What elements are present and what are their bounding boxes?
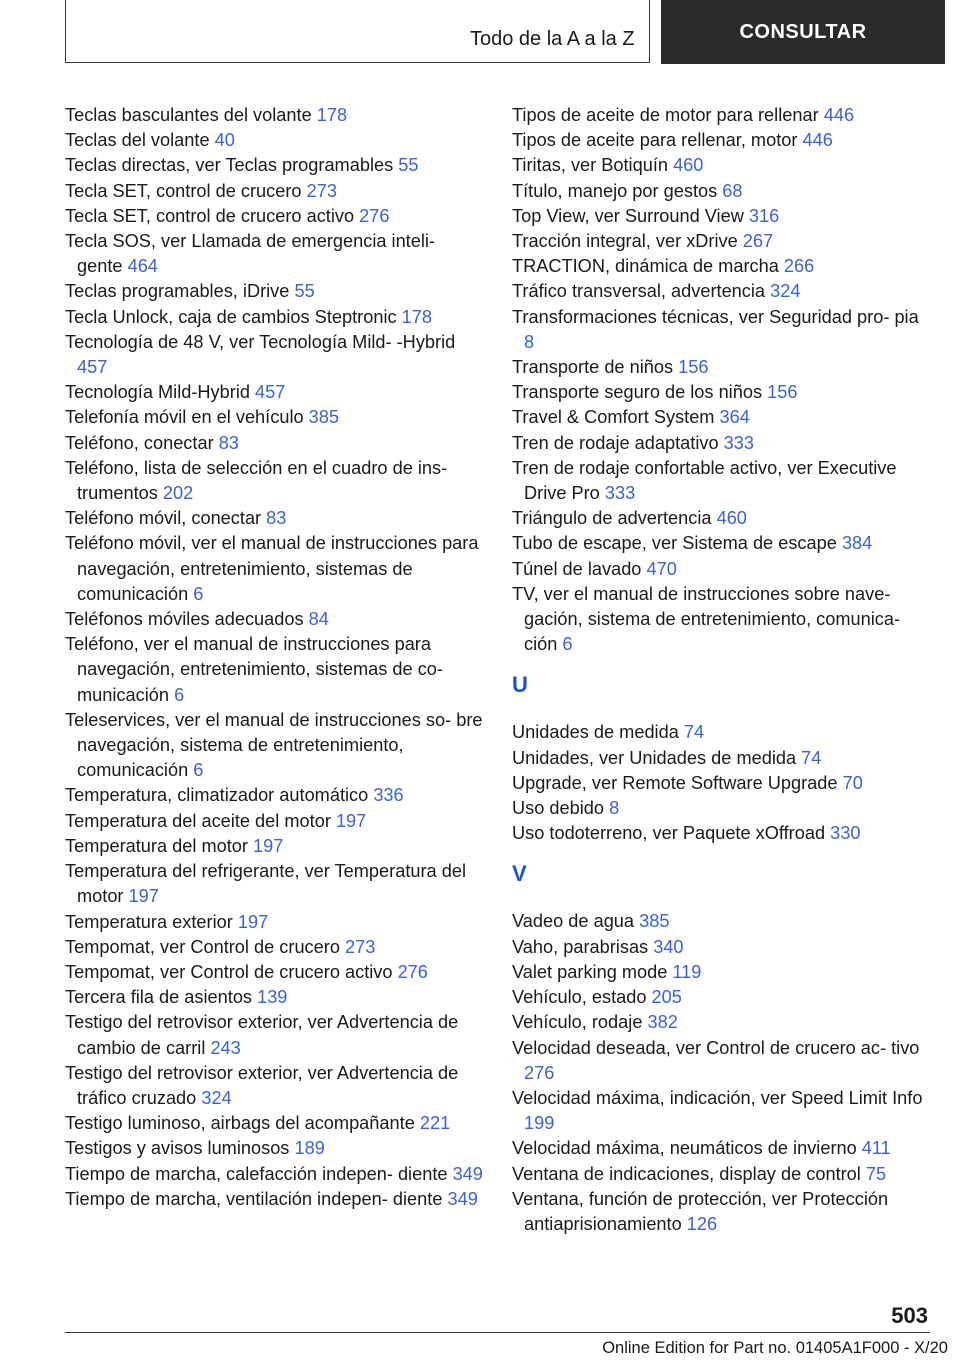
page-link[interactable]: 470 xyxy=(646,558,677,579)
index-entry: Tercera fila de asientos 139 xyxy=(65,987,288,1008)
index-entry: Uso todoterreno, ver Paquete xOffroad 330 xyxy=(512,823,861,844)
page-link[interactable]: 446 xyxy=(823,105,855,125)
page-link[interactable]: 197 xyxy=(253,835,284,856)
index-entry: Velocidad deseada, ver Control de crucero ac‐ tivo 276 xyxy=(512,1037,920,1083)
page-link[interactable]: 385 xyxy=(308,407,340,428)
header-tab-consultar[interactable]: CONSULTAR xyxy=(661,0,945,64)
index-entry: Temperatura del motor 197 xyxy=(65,835,284,856)
page-link[interactable]: 464 xyxy=(127,256,158,277)
index-entry: Testigos y avisos luminosos 189 xyxy=(65,1138,325,1159)
page-link[interactable]: 336 xyxy=(373,785,404,806)
page-link[interactable]: 202 xyxy=(162,483,194,504)
index-entry: TRACTION, dinámica de marcha 266 xyxy=(512,256,815,277)
index-entry: Tiritas, ver Botiquín 460 xyxy=(512,155,704,176)
index-entry: Ventana de indicaciones, display de control 75 xyxy=(512,1163,887,1184)
page-link[interactable]: 340 xyxy=(653,936,684,957)
index-entry: Tren de rodaje confortable activo, ver Executive Drive Pro 333 xyxy=(512,457,897,504)
index-entry: Temperatura del aceite del motor 197 xyxy=(65,810,367,831)
index-entry: Ventana, función de protección, ver Protección antiaprisionamiento 126 xyxy=(512,1188,889,1234)
header-underline xyxy=(65,62,650,63)
index-column-right xyxy=(512,103,932,1237)
index-entry: Tiempo de marcha, calefacción indepen‐ diente 349 xyxy=(65,1163,483,1184)
index-entry: Tempomat, ver Control de crucero activo 276 xyxy=(65,961,428,982)
index-entry: Uso debido 8 xyxy=(512,798,620,819)
page-link[interactable]: 382 xyxy=(647,1012,678,1033)
index-entry: Tipos de aceite de motor para rellenar 446 xyxy=(512,105,855,125)
page-link[interactable]: 6 xyxy=(562,634,573,655)
index-entry: Teclas directas, ver Teclas programables 55 xyxy=(65,155,419,176)
index-entry: Teléfono, conectar 83 xyxy=(65,432,239,453)
page-number: 503 xyxy=(891,1303,928,1328)
index-entry: Triángulo de advertencia 460 xyxy=(512,508,747,529)
page-link[interactable]: 197 xyxy=(128,886,159,907)
page-link[interactable]: 457 xyxy=(77,357,108,378)
section-letter-v: V xyxy=(512,861,527,887)
page-link[interactable]: 349 xyxy=(452,1163,483,1184)
section-letter-u: U xyxy=(512,672,528,698)
index-entry: Temperatura exterior 197 xyxy=(65,911,269,932)
index-entry: TV, ver el manual de instrucciones sobre nave‐ gación, sistema de entretenimiento, comunica‐ ción 6 xyxy=(512,583,901,655)
index-entry: Upgrade, ver Remote Software Upgrade 70 xyxy=(512,772,863,793)
page-link[interactable]: 267 xyxy=(742,231,774,252)
page-link[interactable]: 119 xyxy=(672,961,702,982)
page-link[interactable]: 197 xyxy=(237,911,269,932)
index-entry: Tracción integral, ver xDrive 267 xyxy=(512,231,774,252)
page-link[interactable]: 385 xyxy=(639,911,670,932)
index-entry: Telefonía móvil en el vehículo 385 xyxy=(65,407,340,428)
page-link[interactable]: 457 xyxy=(255,382,286,403)
header-left-rule xyxy=(65,0,66,62)
index-entry: Vaho, parabrisas 340 xyxy=(512,936,684,957)
index-entry: Transformaciones técnicas, ver Seguridad pro‐ pia 8 xyxy=(512,306,919,352)
index-entry: Tecnología de 48 V, ver Tecnología Mild‐ ‐Hybrid 457 xyxy=(65,331,456,378)
index-entry: Teléfonos móviles adecuados 84 xyxy=(65,609,329,630)
index-entry: Teléfono móvil, conectar 83 xyxy=(65,508,287,529)
page-link[interactable]: 156 xyxy=(767,382,798,403)
index-entry: Tubo de escape, ver Sistema de escape 384 xyxy=(512,533,873,554)
page-link[interactable]: 178 xyxy=(401,306,432,327)
page-link[interactable]: 460 xyxy=(716,508,747,529)
page-link[interactable]: 333 xyxy=(723,432,755,453)
page-link[interactable]: 74 xyxy=(683,722,705,743)
page-link[interactable]: 55 xyxy=(294,281,315,302)
index-entry: Unidades de medida 74 xyxy=(512,722,705,743)
page-link[interactable]: 276 xyxy=(359,205,390,226)
page-link[interactable]: 349 xyxy=(447,1188,478,1209)
footer-rule xyxy=(65,1332,930,1333)
index-column-left xyxy=(65,103,485,1212)
index-entry: Teléfono, ver el manual de instrucciones para navegación, entretenimiento, sistemas de co‐ municación 6 xyxy=(65,634,443,705)
index-entry: Título, manejo por gestos 68 xyxy=(512,180,743,201)
page-link[interactable]: 8 xyxy=(524,331,535,352)
page-link[interactable]: 273 xyxy=(345,936,376,957)
index-entry: Teclas programables, iDrive 55 xyxy=(65,281,315,302)
page-link[interactable]: 126 xyxy=(686,1213,718,1234)
page-link[interactable]: 276 xyxy=(397,961,428,982)
page-link[interactable]: 460 xyxy=(673,155,704,176)
index-entry: Tecnología Mild-Hybrid 457 xyxy=(65,382,286,403)
index-entry: Testigo del retrovisor exterior, ver Advertencia de cambio de carril 243 xyxy=(65,1012,459,1058)
page-link[interactable]: 316 xyxy=(748,205,780,226)
page-link[interactable]: 333 xyxy=(604,483,636,504)
page-link[interactable]: 68 xyxy=(722,180,743,201)
page-link[interactable]: 83 xyxy=(266,508,287,529)
page-link[interactable]: 243 xyxy=(210,1037,241,1058)
page-link[interactable]: 6 xyxy=(193,583,204,604)
index-entry: Velocidad máxima, indicación, ver Speed Limit Info 199 xyxy=(512,1087,923,1134)
index-entry: Tren de rodaje adaptativo 333 xyxy=(512,432,755,453)
index-entry: Velocidad máxima, neumáticos de invierno 411 xyxy=(512,1138,891,1159)
index-entry: Transporte de niños 156 xyxy=(512,357,709,378)
page-link[interactable]: 273 xyxy=(306,180,337,201)
page-link[interactable]: 324 xyxy=(201,1087,232,1108)
index-entry: Teleservices, ver el manual de instrucciones so‐ bre navegación, sistema de entretenimiento, comunicación 6 xyxy=(65,709,483,781)
index-entry: Tecla SET, control de crucero activo 276 xyxy=(65,205,390,226)
page-link[interactable]: 8 xyxy=(609,798,620,819)
page-link[interactable]: 178 xyxy=(316,105,348,125)
index-entry: Temperatura, climatizador automático 336 xyxy=(65,785,404,806)
page-link[interactable]: 74 xyxy=(801,747,822,768)
index-entry: Temperatura del refrigerante, ver Temperatura del motor 197 xyxy=(65,861,467,907)
page-link[interactable]: 40 xyxy=(214,130,235,151)
index-entry: Tecla Unlock, caja de cambios Steptronic 178 xyxy=(65,306,432,327)
header-divider xyxy=(649,0,650,63)
index-entry: Vehículo, rodaje 382 xyxy=(512,1012,678,1033)
page-link[interactable]: 266 xyxy=(783,256,815,277)
page-link[interactable]: 83 xyxy=(218,432,239,453)
index-entry: Unidades, ver Unidades de medida 74 xyxy=(512,747,822,768)
index-entry: Tráfico transversal, advertencia 324 xyxy=(512,281,801,302)
page-link[interactable]: 197 xyxy=(335,810,367,831)
page-link[interactable]: 189 xyxy=(294,1138,325,1159)
page-link[interactable]: 221 xyxy=(419,1113,451,1134)
page-link[interactable]: 139 xyxy=(257,987,288,1008)
index-entry: Top View, ver Surround View 316 xyxy=(512,205,780,226)
index-entry: Transporte seguro de los niños 156 xyxy=(512,382,798,403)
page-link[interactable]: 84 xyxy=(308,609,329,630)
page-link[interactable]: 384 xyxy=(841,533,873,554)
index-entry: Túnel de lavado 470 xyxy=(512,558,677,579)
index-entry: Tipos de aceite para rellenar, motor 446 xyxy=(512,130,833,151)
index-entry: Tecla SOS, ver Llamada de emergencia inteli‐ gente 464 xyxy=(65,231,435,277)
index-entry: Teléfono móvil, ver el manual de instrucciones para navegación, entretenimiento, sistemas de comunicación 6 xyxy=(65,533,479,604)
page-link[interactable]: 205 xyxy=(651,987,682,1008)
page-link[interactable]: 364 xyxy=(719,407,750,428)
page-link[interactable]: 330 xyxy=(830,823,861,844)
page-link[interactable]: 55 xyxy=(398,155,419,176)
page-link[interactable]: 411 xyxy=(861,1138,891,1159)
index-entry: Testigo luminoso, airbags del acompañante 221 xyxy=(65,1113,451,1134)
index-entry: Valet parking mode 119 xyxy=(512,961,702,982)
index-entry: Tiempo de marcha, ventilación indepen‐ diente 349 xyxy=(65,1188,478,1209)
footer-edition: Online Edition for Part no. 01405A1F000 - X/20 xyxy=(602,1339,948,1357)
page-link[interactable]: 276 xyxy=(524,1062,555,1083)
page-link[interactable]: 156 xyxy=(678,357,709,378)
page-link[interactable]: 75 xyxy=(865,1163,887,1184)
index-entry: Vadeo de agua 385 xyxy=(512,911,670,932)
index-entry: Teléfono, lista de selección en el cuadro de ins‐ trumentos 202 xyxy=(65,457,448,504)
index-entry: Tecla SET, control de crucero 273 xyxy=(65,180,337,201)
index-entry: Testigo del retrovisor exterior, ver Advertencia de tráfico cruzado 324 xyxy=(65,1062,459,1108)
index-entry: Vehículo, estado 205 xyxy=(512,987,682,1008)
page-link[interactable]: 199 xyxy=(524,1113,555,1134)
index-entry: Teclas del volante 40 xyxy=(65,130,235,151)
index-entry: Tempomat, ver Control de crucero 273 xyxy=(65,936,376,957)
page-link[interactable]: 70 xyxy=(842,772,863,793)
index-entry: Travel & Comfort System 364 xyxy=(512,407,750,428)
page-link[interactable]: 324 xyxy=(770,281,801,302)
header-tab-a-z[interactable]: Todo de la A a la Z xyxy=(470,28,635,50)
page-link[interactable]: 446 xyxy=(802,130,833,151)
page-link[interactable]: 6 xyxy=(174,684,185,705)
page-link[interactable]: 6 xyxy=(193,760,204,781)
index-entry: Teclas basculantes del volante 178 xyxy=(65,105,348,125)
